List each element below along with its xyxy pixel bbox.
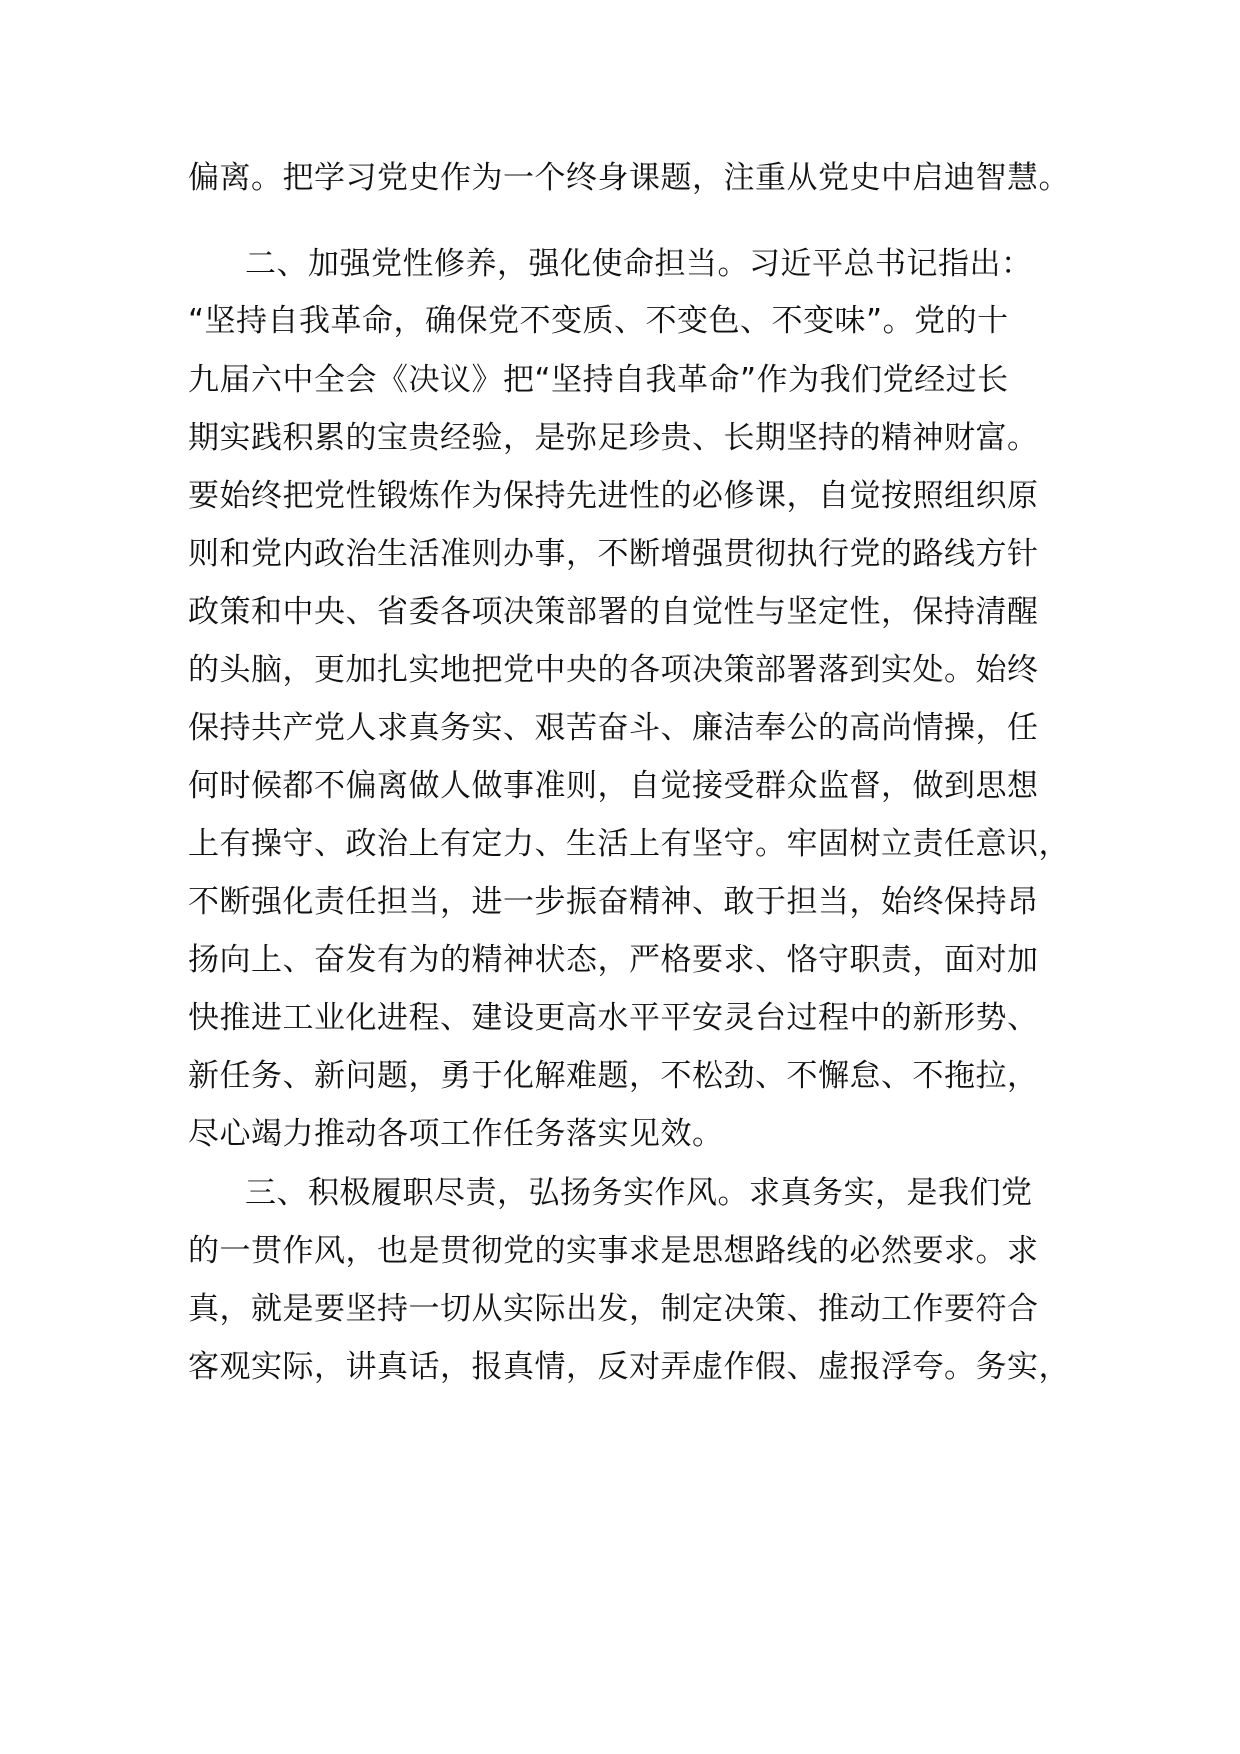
text-line: 要始终把党性锻炼作为保持先进性的必修课，自觉按照组织原 (188, 478, 1039, 514)
text-line: 政策和中央、省委各项决策部署的自觉性与坚定性，保持清醒 (188, 594, 1039, 630)
text-line: 二、加强党性修养，强化使命担当。习近平总书记指出： (245, 246, 1033, 282)
text-line: 快推进工业化进程、建设更高水平平安灵台过程中的新形势、 (188, 1000, 1039, 1036)
text-line: 何时候都不偏离做人做事准则，自觉接受群众监督，做到思想 (188, 768, 1039, 804)
text-line: 九届六中全会《决议》把“坚持自我革命”作为我们党经过长 (188, 362, 1009, 398)
text-line: 上有操守、政治上有定力、生活上有坚守。牢固树立责任意识， (188, 826, 1070, 862)
text-line: “坚持自我革命，确保党不变质、不变色、不变味”。党的十 (188, 303, 1009, 339)
text-line: 客观实际，讲真话，报真情，反对弄虚作假、虚报浮夸。务实， (188, 1349, 1070, 1385)
text-line: 尽心竭力推动各项工作任务落实见效。 (188, 1116, 724, 1152)
text-line: 新任务、新问题，勇于化解难题，不松劲、不懈怠、不拖拉， (188, 1058, 1039, 1094)
text-line: 三、积极履职尽责，弘扬务实作风。求真务实，是我们党 (245, 1175, 1033, 1211)
text-line: 则和党内政治生活准则办事，不断增强贯彻执行党的路线方针 (188, 536, 1039, 572)
text-line: 扬向上、奋发有为的精神状态，严格要求、恪守职责，面对加 (188, 942, 1039, 978)
text-line: 的头脑，更加扎实地把党中央的各项决策部署落到实处。始终 (188, 652, 1039, 688)
text-line: 期实践积累的宝贵经验，是弥足珍贵、长期坚持的精神财富。 (188, 420, 1039, 456)
text-line: 真，就是要坚持一切从实际出发，制定决策、推动工作要符合 (188, 1291, 1039, 1327)
text-line: 的一贯作风，也是贯彻党的实事求是思想路线的必然要求。求 (188, 1233, 1039, 1269)
text-line: 偏离。把学习党史作为一个终身课题，注重从党史中启迪智慧。 (188, 160, 1070, 196)
text-line: 不断强化责任担当，进一步振奋精神、敢于担当，始终保持昂 (188, 884, 1039, 920)
text-line: 保持共产党人求真务实、艰苦奋斗、廉洁奉公的高尚情操，任 (188, 710, 1039, 746)
